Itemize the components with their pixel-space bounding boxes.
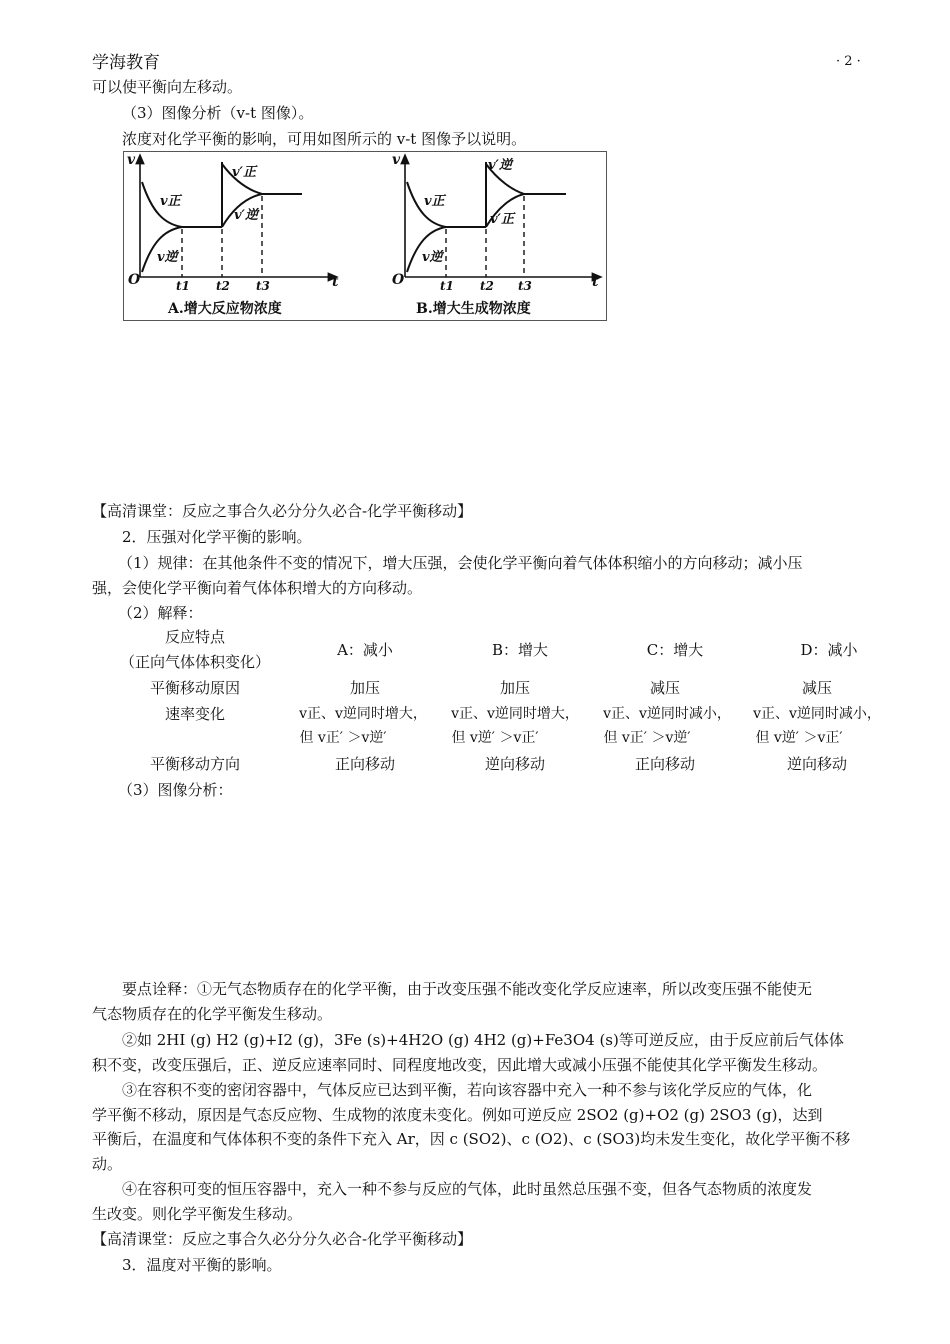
table-row-header-direction: 平衡移动方向 <box>149 755 240 773</box>
panel-a-t2: t2 <box>216 279 230 293</box>
note1-line1: 要点诠释：①无气态物质存在的化学平衡，由于改变压强不能改变化学反应速率，所以改变压强不能使无 <box>122 980 813 998</box>
vt-figure <box>123 151 607 321</box>
table-cell-rate1: v正、v逆同时增大， <box>299 706 427 722</box>
panel-a-label-rev-new: v′逆 <box>234 208 258 223</box>
panel-b-label-fwd: v正 <box>424 194 445 209</box>
pressure-rule-line2: 强，会使化学平衡向着气体体积增大的方向移动。 <box>92 579 423 597</box>
note3-line1: ③在容积不变的密闭容器中，气体反应已达到平衡，若向该容器中充入一种不参与该化学反应的气体，化 <box>122 1081 813 1099</box>
panel-a-t1: t1 <box>176 279 190 293</box>
table-cell-direction: 正向移动 <box>334 755 395 773</box>
school-name: 学海教育 <box>92 53 160 73</box>
table-cell-cause: 加压 <box>499 679 530 697</box>
intro-line3: 浓度对化学平衡的影响，可用如图所示的 v-t 图像予以说明。 <box>122 130 527 148</box>
intro-line1: 可以使平衡向左移动。 <box>92 78 243 96</box>
pressure-explain: （2）解释： <box>118 604 203 622</box>
panel-b-t2: t2 <box>480 279 494 293</box>
panel-a-axis-t: t <box>332 274 339 290</box>
note3-line3: 平衡后，在温度和气体体积不变的条件下充入 Ar，因 c (SO2)、c (O2)、c (SO3)均未发生变化，故化学平衡不移 <box>92 1130 851 1148</box>
table-cell-direction: 逆向移动 <box>484 755 545 773</box>
panel-a-label-fwd: v正 <box>160 194 181 209</box>
panel-a-origin: O <box>128 272 141 288</box>
panel-a-axis-v: v <box>127 152 136 168</box>
pressure-rule-line1: （1）规律：在其他条件不变的情况下，增大压强，会使化学平衡向着气体体积缩小的方向移动；减小压 <box>118 554 803 572</box>
panel-b-origin: O <box>392 272 405 288</box>
panel-b-label-rev: v逆 <box>422 250 443 265</box>
note3-line4: 动。 <box>92 1155 123 1173</box>
panel-b-t1: t1 <box>440 279 454 293</box>
table-cell-feature: D：减小 <box>800 641 858 659</box>
panel-b-axis-v: v <box>392 152 401 168</box>
note4-line1: ④在容积可变的恒压容器中，充入一种不参与反应的气体，此时虽然总压强不变，但各气态物质的浓度发 <box>122 1180 813 1198</box>
table-cell-rate1: v正、v逆同时增大， <box>451 706 579 722</box>
note2-line1: ②如 2HI (g) H2 (g)+I2 (g)，3Fe (s)+4H2O (g) 4H2 (g)+Fe3O4 (s)等可逆反应，由于反应前后气体体 <box>122 1031 844 1049</box>
pressure-banner: 【高清课堂：反应之事合久必分分久必合-化学平衡移动】 <box>92 502 473 520</box>
intro-heading3: （3）图像分析（v-t 图像）。 <box>122 104 314 122</box>
temperature-banner: 【高清课堂：反应之事合久必分分久必合-化学平衡移动】 <box>92 1230 473 1248</box>
panel-b-label-rev-new: v′逆 <box>488 158 512 173</box>
table-row-header-feature-sub: （正向气体体积变化） <box>119 653 270 671</box>
vt-graphs <box>124 152 606 320</box>
temperature-title: 3．温度对平衡的影响。 <box>122 1256 282 1274</box>
table-cell-cause: 减压 <box>649 679 680 697</box>
table-cell-direction: 逆向移动 <box>786 755 847 773</box>
panel-a-label-fwd-new: v′正 <box>232 165 256 180</box>
panel-a-t3: t3 <box>256 279 270 293</box>
note1-line2: 气态物质存在的化学平衡发生移动。 <box>92 1005 333 1023</box>
table-row-header-cause: 平衡移动原因 <box>149 679 240 697</box>
table-row-header-feature: 反应特点 <box>164 628 225 646</box>
panel-b-caption: B.增大生成物浓度 <box>416 301 531 317</box>
table-cell-rate2: 但 v逆′ ＞v正′ <box>755 730 843 746</box>
table-row-header-rate: 速率变化 <box>164 705 225 723</box>
table-cell-rate2: 但 v正′ ＞v逆′ <box>299 730 387 746</box>
note2-line2: 积不变，改变压强后，正、逆反应速率同时、同程度地改变，因此增大或减小压强不能使其化学平衡发生移动。 <box>92 1056 828 1074</box>
panel-b-label-fwd-new: v′正 <box>490 212 514 227</box>
table-cell-rate2: 但 v逆′ ＞v正′ <box>451 730 539 746</box>
panel-a-label-rev: v逆 <box>157 250 178 265</box>
note3-line2: 学平衡不移动，原因是气态反应物、生成物的浓度未变化。例如可逆反应 2SO2 (g)+O2 (g) 2SO3 (g)，达到 <box>92 1106 823 1124</box>
table-cell-feature: A：减小 <box>337 641 393 659</box>
panel-a-caption: A.增大反应物浓度 <box>168 301 282 317</box>
page-number: · 2 · <box>836 54 861 69</box>
pressure-title: 2．压强对化学平衡的影响。 <box>122 528 312 546</box>
note4-line2: 生改变。则化学平衡发生移动。 <box>92 1205 303 1223</box>
table-cell-direction: 正向移动 <box>634 755 695 773</box>
pressure-image-analysis: （3）图像分析： <box>118 781 233 799</box>
panel-b-t3: t3 <box>518 279 532 293</box>
table-cell-rate2: 但 v正′ ＞v逆′ <box>603 730 691 746</box>
table-cell-rate1: v正、v逆同时减小， <box>753 706 881 722</box>
table-cell-cause: 减压 <box>801 679 832 697</box>
table-cell-feature: C：增大 <box>646 641 704 659</box>
table-cell-feature: B：增大 <box>491 641 549 659</box>
table-cell-cause: 加压 <box>349 679 380 697</box>
panel-b-axis-t: t <box>592 274 599 290</box>
table-cell-rate1: v正、v逆同时减小， <box>603 706 731 722</box>
